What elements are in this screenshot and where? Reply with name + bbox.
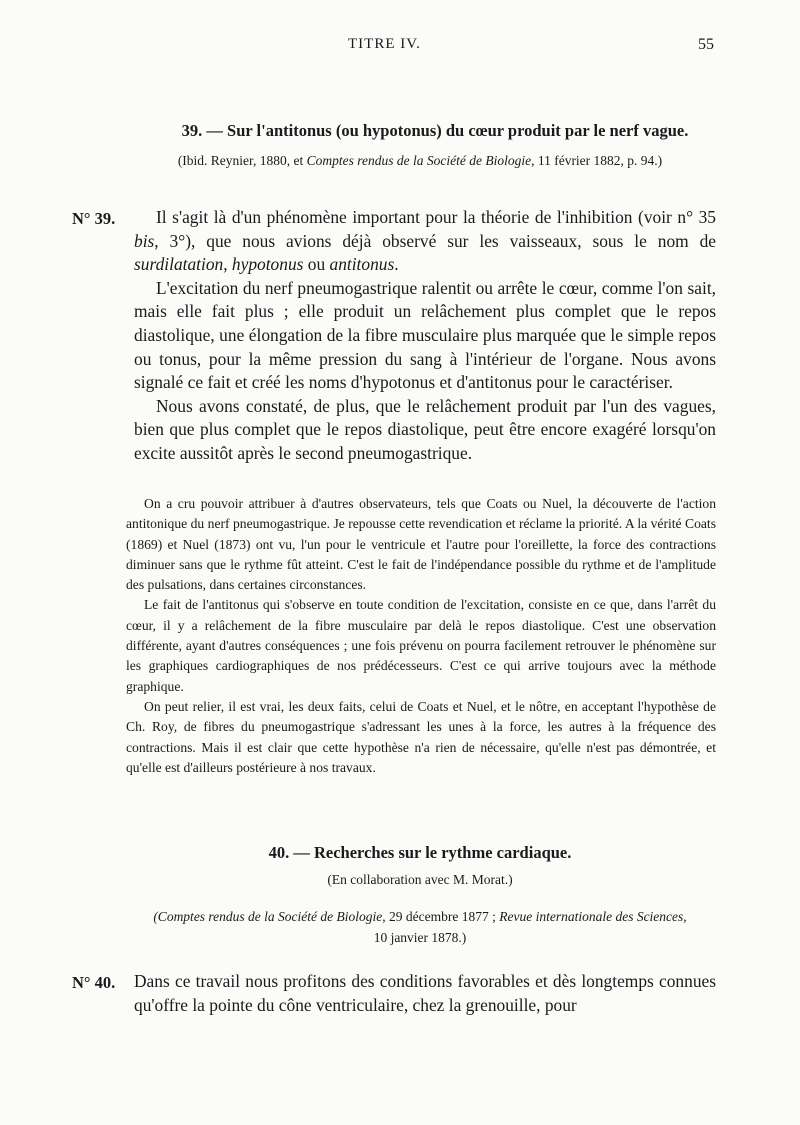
page-header xyxy=(0,36,800,60)
section-40-source: (Comptes rendus de la Société de Biologie, 29 décembre 1877 ; Revue internationale des Sciences, 10 janvier 1878.) xyxy=(153,909,687,945)
section-39-title: 39. — Sur l'antitonus (ou hypotonus) du cœur produit par le nerf vague. xyxy=(181,121,689,140)
running-head: TITRE IV. xyxy=(348,36,421,52)
note-paragraph: On peut relier, il est vrai, les deux faits, celui de Coats et Nuel, et le nôtre, en acceptant l'hypothèse de Ch. Roy, de fibres du pneumogastrique s'adressant les unes à la force, les autres à la fréquence des contractions. Mais il est clair que cette hypothèse n'a rien de nécessaire, qu'elle n'est pas démontrée, et qu'elle est d'ailleurs postérieure à nos travaux. xyxy=(126,698,716,775)
section-40-title: 40. — Recherches sur le rythme cardiaque. xyxy=(268,843,572,862)
section-39-source: (Ibid. Reynier, 1880, et Comptes rendus de la Société de Biologie, 11 février 1882, p. 94.) xyxy=(177,153,663,168)
paragraph: L'excitation du nerf pneumogastrique ralentit ou arrête le cœur, comme l'on sait, mais elle fait plus ; elle produit un relâchement plus complet que le repos diastolique, une élongation de la fibre musculaire plus marquée que le simple repos ou tonus, pour la même pression du sang à l'intérieur de l'organe. Nous avons signalé ce fait et créé les noms d'hypotonus et d'antitonus pour le caractériser. xyxy=(134,277,716,393)
entry-number-39: N° 39. xyxy=(72,209,116,228)
page-number: 55 xyxy=(698,36,714,53)
paragraph: Dans ce travail nous profitons des conditions favorables et dès longtemps connues qu'offre la pointe du cône ventriculaire, chez la grenouille, pour xyxy=(134,971,716,1015)
section-39-note xyxy=(126,494,716,778)
section-39-body xyxy=(134,206,716,466)
section-40-subtitle: (En collaboration avec M. Morat.) xyxy=(327,872,513,887)
note-paragraph: On a cru pouvoir attribuer à d'autres observateurs, tels que Coats ou Nuel, la découverte de l'action antitonique du nerf pneumogastrique. Je repousse cette revendication et réclame la priorité. A la vérité Coats (1869) et Nuel (1873) ont vu, l'un pour le ventricule et l'autre pour l'oreillette, la force des contractions diminuer sans que le rythme fût atteint. C'est le fait de l'indépendance possible du rythme et de l'amplitude des pulsations, dans certaines circonstances. xyxy=(126,496,716,593)
entry-number-40: N° 40. xyxy=(72,973,116,992)
note-paragraph: Le fait de l'antitonus qui s'observe en toute condition de l'excitation, consiste en ce que, dans l'arrêt du cœur, il y a relâchement de la fibre musculaire par delà le repos diastolique. C'est une observation différente, ayant d'autres conséquences ; une fois prévenu on pourra facilement retrouver le phénomène sur les graphiques cardiographiques de nos prédécesseurs. C'est ce qui arrive toujours avec la méthode graphique. xyxy=(126,597,716,694)
paragraph: Nous avons constaté, de plus, que le relâchement produit par l'un des vagues, bien que plus complet que le repos diastolique, peut être encore exagéré lorsqu'on excite aussitôt après le second pneumogastrique. xyxy=(134,395,716,463)
paragraph: Il s'agit là d'un phénomène important pour la théorie de l'inhibition (voir n° 35 bis, 3°), que nous avions déjà observé sur les vaisseaux, sous le nom de surdilatation, hypotonus ou antitonus. xyxy=(134,207,716,275)
section-40-body xyxy=(134,970,716,1017)
